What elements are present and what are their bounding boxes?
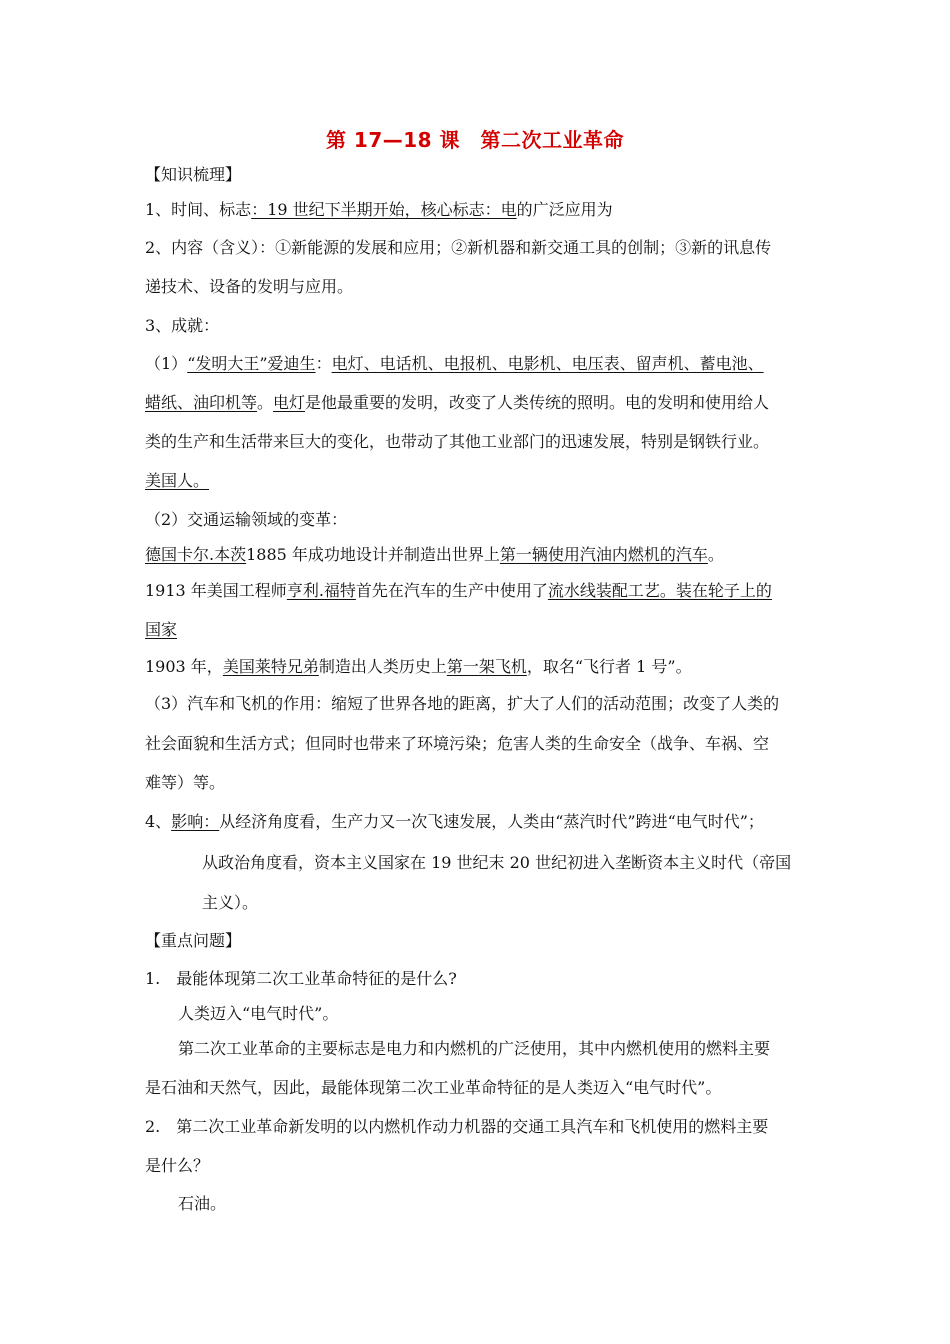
question-2-line-2: 是什么？	[145, 1156, 210, 1175]
effects-line-1: （3）汽车和飞机的作用：缩短了世界各地的距离，扩大了人们的活动范围；改变了人类的	[145, 694, 780, 713]
question-1: 1. 最能体现第二次工业革命特征的是什么?	[145, 969, 457, 988]
section-heading-key-questions: 【重点问题】	[145, 931, 242, 950]
item-4-line-2: 从政治角度看，资本主义国家在 19 世纪末 20 世纪初进入垄断资本主义时代（帝国	[202, 853, 792, 872]
edison-line-3: 类的生产和生活带来巨大的变化，也带动了其他工业部门的迅速发展，特别是钢铁行业。	[145, 432, 770, 451]
edison-line-1: （1）“发明大王”爱迪生：电灯、电话机、电报机、电影机、电压表、留声机、蓄电池、	[145, 354, 764, 373]
edison-line-4: 美国人。	[145, 471, 210, 490]
item-1-line: 1、时间、标志：19 世纪下半期开始，核心标志：电的广泛应用为	[145, 200, 613, 219]
item-2-line-1: 2、内容（含义）：①新能源的发展和应用；②新机器和新交通工具的创制；③新的讯息传	[145, 238, 772, 257]
effects-line-2: 社会面貌和生活方式；但同时也带来了环境污染；危害人类的生命安全（战争、车祸、空	[145, 734, 770, 753]
effects-line-3: 难等）等。	[145, 773, 226, 792]
question-2-line-1: 2. 第二次工业革命新发明的以内燃机作动力机器的交通工具汽车和飞机使用的燃料主要	[145, 1117, 769, 1136]
wright-line: 1903 年，美国莱特兄弟制造出人类历史上第一架飞机，取名“飞行者 1 号”。	[145, 657, 692, 676]
explanation-1-line-2: 是石油和天然气，因此，最能体现第二次工业革命特征的是人类迈入“电气时代”。	[145, 1078, 722, 1097]
explanation-1-line-1: 第二次工业革命的主要标志是电力和内燃机的广泛使用，其中内燃机使用的燃料主要	[178, 1039, 771, 1058]
ford-line-2: 国家	[145, 620, 178, 639]
answer-1: 人类迈入“电气时代”。	[178, 1004, 339, 1023]
page-title: 第 17—18 课 第二次工业革命	[325, 128, 625, 152]
ford-line-1: 1913 年美国工程师亨利.福特首先在汽车的生产中使用了流水线装配工艺。装在轮子上的	[145, 581, 772, 600]
item-4-line-3: 主义）。	[202, 893, 259, 912]
edison-line-2: 蜡纸、油印机等。电灯是他最重要的发明，改变了人类传统的照明。电的发明和使用给人	[145, 393, 770, 412]
transport-heading: （2）交通运输领域的变革：	[145, 510, 348, 529]
answer-2: 石油。	[178, 1194, 227, 1213]
benz-line: 德国卡尔.本茨1885 年成功地设计并制造出世界上第一辆使用汽油内燃机的汽车。	[145, 545, 724, 564]
item-2-line-2: 递技术、设备的发明与应用。	[145, 277, 354, 296]
item-4-line-1: 4、影响：从经济角度看，生产力又一次飞速发展，人类由“蒸汽时代”跨进“电气时代”；	[145, 812, 764, 831]
section-heading-knowledge: 【知识梳理】	[145, 165, 242, 184]
item-3-heading: 3、成就：	[145, 316, 220, 335]
